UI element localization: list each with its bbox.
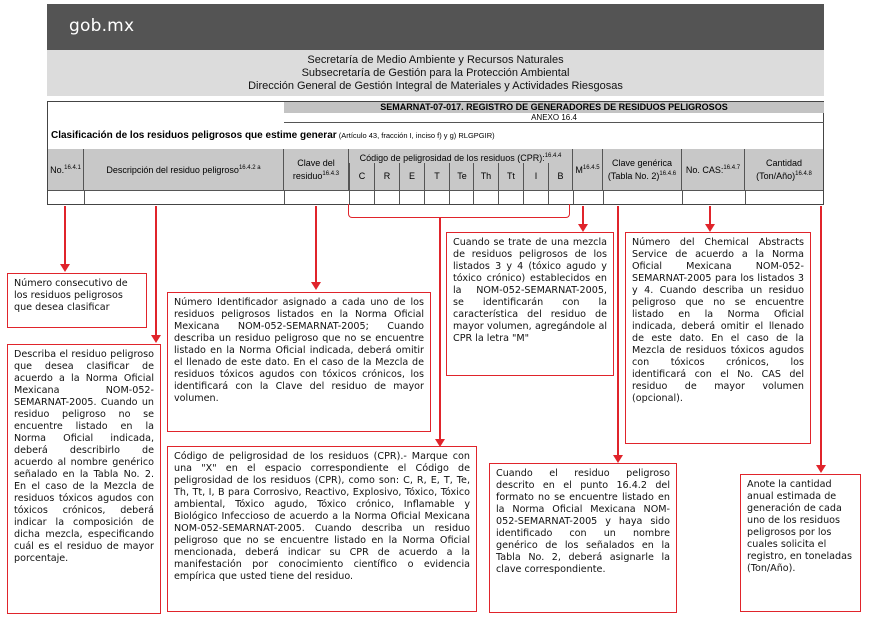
col-header-m xyxy=(573,149,603,190)
agency-header xyxy=(47,50,824,96)
top-bar xyxy=(47,4,824,50)
entry-cell-divider xyxy=(424,190,425,204)
col-header-cas xyxy=(682,149,745,190)
note-cpr: Código de peligrosidad de los residuos (CPR).- Marque con una "X" en el espacio correspondiente el Código de peligrosidad de los residuos (CPR), como son: C, R, E, T, Te, Th, Tt, I, B para Corrosivo, Reactivo, Explosivo, Tóxico, Tóxico ambiental, Tóxico agudo, Tóxico crónico, Inflamable y Biológico Infeccioso de acuerdo a la Norma Oficial Mexicana NOM-052-SEMARNAT-2005. Cuando describa un residuo peligroso que no se encuentre listado en la Norma Oficial mencionada, deberá indicar su CPR de acuerdo a la manifestación por conocimiento científico o evidencia empírica que usted tiene del residuo. xyxy=(167,446,477,612)
form-table xyxy=(47,101,824,205)
note-cas: Número del Chemical Abstracts Service de acuerdo a la Norma Oficial Mexicana NOM-052-SEMARNAT-2005 para los listados 3 y 4. Cuando describa un residuo peligroso que no se encuentre listado en la Norma Oficial indicada, deberá omitir el llenado de este dato. En el caso de la Mezcla de residuos tóxicos agudos con tóxicos crónicos, los identificará con el No. CAS del residuo de mayor volumen (opcional). xyxy=(625,232,811,444)
entry-cell-divider xyxy=(84,190,85,204)
arrowhead-icon xyxy=(816,465,826,473)
classification-title-text: Clasificación de los residuos peligrosos que estime generar xyxy=(51,130,337,141)
arrowhead-icon xyxy=(311,282,321,290)
entry-cell-divider xyxy=(603,190,604,204)
arrowhead-icon xyxy=(613,455,623,463)
entry-cell-divider xyxy=(682,190,683,204)
col-cpr-ref: 16.4.4 xyxy=(544,153,562,159)
arrow-line xyxy=(439,218,441,440)
arrowhead-icon xyxy=(705,224,715,232)
cpr-code-cell: Te xyxy=(449,163,474,190)
arrow-line xyxy=(709,206,711,225)
col-header-cpr xyxy=(349,149,573,163)
col-desc-ref: 16.4.2 a xyxy=(238,165,261,171)
col-clave-ref: 16.4.3 xyxy=(322,170,340,177)
cpr-code-cell: C xyxy=(349,163,374,190)
col-header-generica xyxy=(603,149,682,190)
note-m: Cuando se trate de una mezcla de residuos peligrosos de los listados 3 y 4 (tóxico agudo y tóxico crónico) establecidos en la NOM-052-SEMARNAT-2005, se identificarán con la característica del residuo de mayor volumen, agregándole al CPR la letra "M" xyxy=(446,232,614,376)
entry-cell-divider xyxy=(523,190,524,204)
arrow-line xyxy=(155,206,157,336)
agency-line: Subsecretaría de Gestión para la Protección Ambiental xyxy=(301,67,570,79)
agency-line: Secretaría de Medio Ambiente y Recursos Naturales xyxy=(307,54,564,66)
arrowhead-icon xyxy=(151,335,161,343)
cpr-code-cell: R xyxy=(374,163,399,190)
cpr-code-cell: E xyxy=(399,163,424,190)
arrow-line xyxy=(315,206,317,283)
entry-cell-divider xyxy=(399,190,400,204)
entry-cell-divider xyxy=(745,190,746,204)
col-cantidad-label-1: Cantidad xyxy=(765,157,803,168)
entry-cell-divider xyxy=(349,190,350,204)
note-generica: Cuando el residuo peligroso descrito en el punto 16.4.2 del formato no se encuentre listado en la Norma Oficial Mexicana NOM-052-SEMARNAT-2005 y haya sido identificado con un nombre genérico de los señalados en la Tabla No. 2, deberá asignarle la clave correspondiente. xyxy=(489,463,677,613)
entry-cell-divider xyxy=(374,190,375,204)
cpr-bracket xyxy=(348,204,570,218)
cpr-code-cell: T xyxy=(424,163,449,190)
col-header-desc xyxy=(84,149,284,190)
cpr-code-cell: Th xyxy=(473,163,498,190)
col-generica-label-2: (Tabla No. 2) xyxy=(607,170,660,181)
col-cas-label: No. CAS: xyxy=(685,165,724,175)
entry-cell-divider xyxy=(548,190,549,204)
entry-cell-divider xyxy=(573,190,574,204)
col-no-label: No. xyxy=(50,165,65,175)
note-no: Número consecutivo de los residuos peligrosos que desea clasificar xyxy=(7,273,147,328)
form-title: SEMARNAT-07-017. REGISTRO DE GENERADORES DE RESIDUOS PELIGROSOS xyxy=(284,102,824,113)
entry-cell-divider xyxy=(449,190,450,204)
entry-cell-divider xyxy=(284,190,285,204)
classification-ref: (Artículo 43, fracción I, inciso f) y g) RLGPGIR) xyxy=(336,131,495,140)
cpr-code-cell: B xyxy=(548,163,573,190)
col-cas-ref: 16.4.7 xyxy=(723,165,741,171)
col-m-label: M xyxy=(575,165,583,175)
col-desc-label: Descripción del residuo peligroso xyxy=(106,165,239,175)
col-generica-ref: 16.4.6 xyxy=(659,170,677,177)
col-generica-label-1: Clave genérica xyxy=(611,157,673,168)
col-m-ref: 16.4.5 xyxy=(582,165,600,171)
agency-line: Dirección General de Gestión Integral de Materiales y Actividades Riesgosas xyxy=(248,80,623,92)
arrowhead-icon xyxy=(578,224,588,232)
entry-cell-divider xyxy=(498,190,499,204)
col-cpr-label: Código de peligrosidad de los residuos (CPR): xyxy=(359,153,545,163)
col-clave-label-1: Clave del xyxy=(297,157,335,168)
note-descripcion: Describa el residuo peligroso que desea clasificar de acuerdo a la Norma Oficial Mexicana NOM-052-SEMARNAT-2005. Cuando un residuo peligroso no se encuentre listado en la Norma Oficial indicada, deberá describirlo de acuerdo al nombre genérico señalado en la Tabla No. 2. En el caso de la Mezcla de residuos tóxicos agudos con tóxicos crónicos, deberá indicar la composición de dicha mezcla, especificando cuál es el residuo de mayor porcentaje. xyxy=(7,344,161,614)
col-header-clave xyxy=(284,149,349,190)
cpr-code-cell: I xyxy=(523,163,548,190)
gob-mx-logo[interactable]: gob.mx xyxy=(69,16,135,36)
col-cantidad-label-2: (Ton/Año) xyxy=(756,170,796,181)
arrowhead-icon xyxy=(60,264,70,272)
col-clave-label-2: residuo xyxy=(292,170,323,181)
col-cantidad-ref: 16.4.8 xyxy=(795,170,812,177)
entry-row-top-border xyxy=(48,190,823,191)
classification-title xyxy=(48,129,825,143)
arrow-line xyxy=(820,206,822,466)
arrow-line xyxy=(64,206,66,266)
arrow-line xyxy=(617,206,619,456)
entry-cell-divider xyxy=(473,190,474,204)
note-clave: Número Identificador asignado a cada uno de los residuos peligrosos listados en la Norma Oficial Mexicana NOM-052-SEMARNAT-2005; Cuando describa un residuo peligroso que no se encuentre listado en la Norma Oficial indicada, deberá omitir el llenado de este dato. En el caso de la Mezcla de residuos tóxicos agudos con tóxicos crónicos, los identificará con la Clave del residuo de mayor volumen. xyxy=(167,292,431,432)
arrow-line xyxy=(582,206,584,225)
col-header-no xyxy=(48,149,84,190)
col-no-ref: 16.4.1 xyxy=(64,165,81,171)
note-cantidad: Anote la cantidad anual estimada de generación de cada uno de los residuos peligrosos por los cuales solicita el registro, en toneladas (Ton/Año). xyxy=(740,474,861,612)
cpr-code-cell: Tt xyxy=(498,163,523,190)
form-annex: ANEXO 16.4 xyxy=(284,113,824,123)
col-header-cantidad xyxy=(745,149,823,190)
